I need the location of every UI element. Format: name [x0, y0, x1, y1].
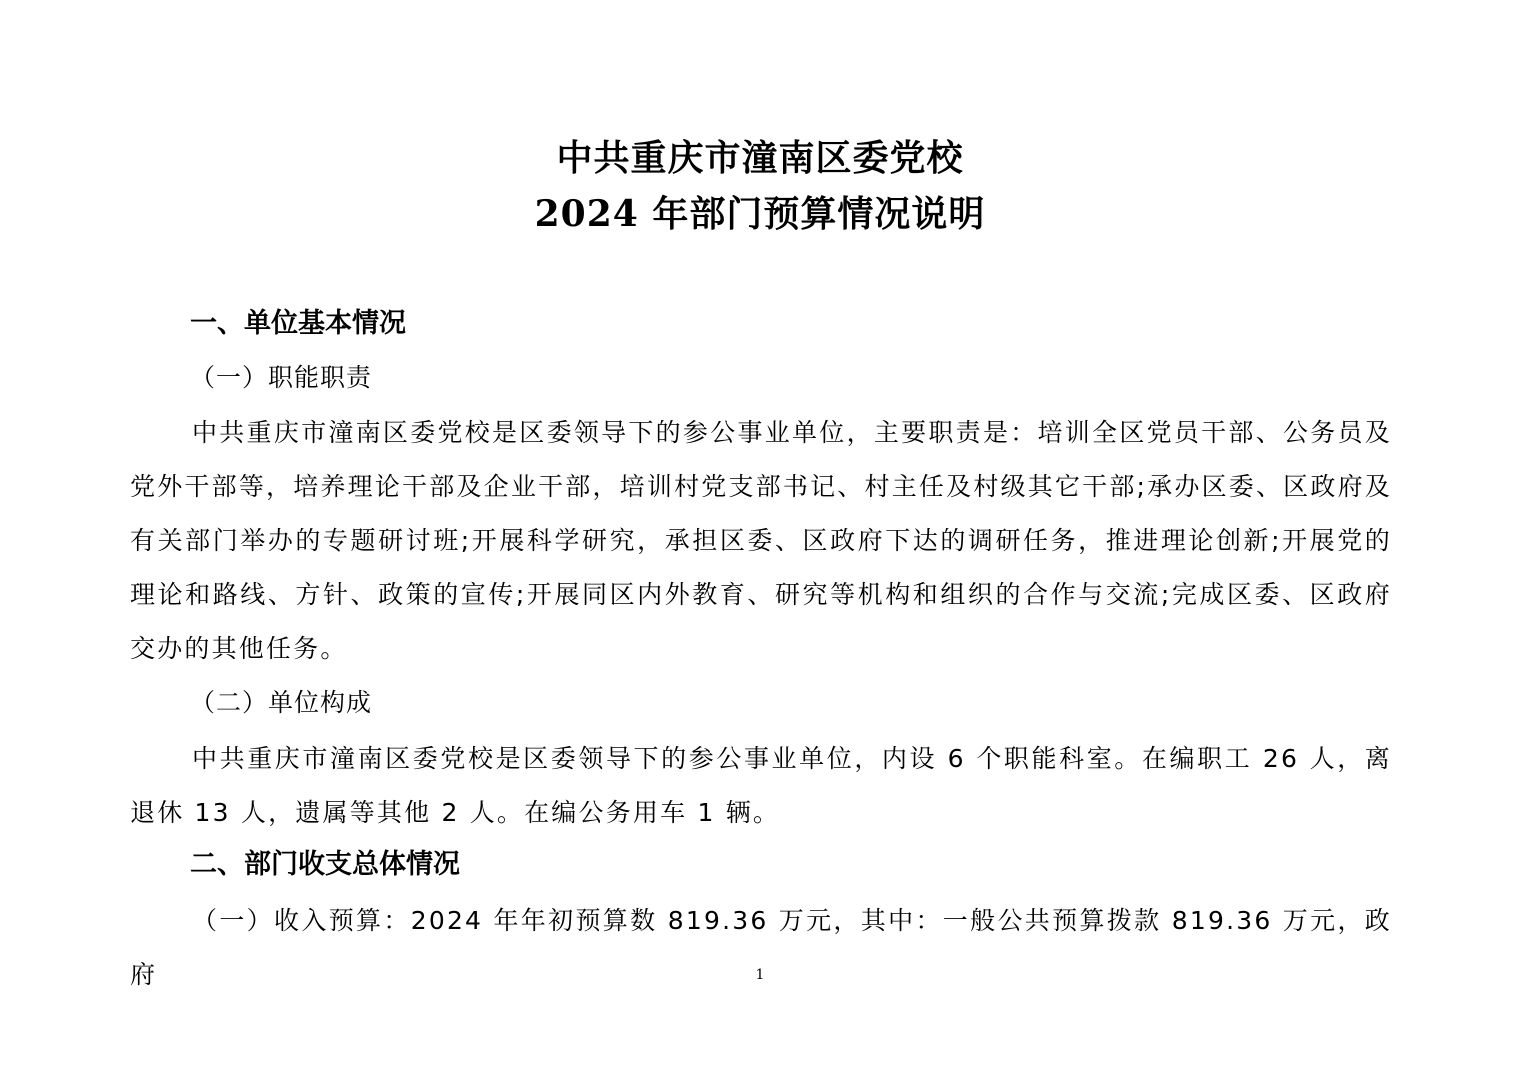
page-number: 1 [755, 967, 765, 983]
document-title-line2: 2024 年部门预算情况说明 [534, 193, 986, 235]
document-title-line1: 中共重庆市潼南区委党校 [556, 137, 964, 179]
section2-sub1-paragraph: （一）收入预算：2024 年年初预算数 819.36 万元，其中：一般公共预算拨款 819.36 万元，政府 [130, 906, 1392, 989]
section1-heading: 一、单位基本情况 [190, 308, 406, 339]
section1-sub1-paragraph: 中共重庆市潼南区委党校是区委领导下的参公事业单位，主要职责是：培训全区党员干部、公务员及党外干部等，培养理论干部及企业干部，培训村党支部书记、村主任及村级其它干部;承办区委、区政府及有关部门举办的专题研讨班;开展科学研究，承担区委、区政府下达的调研任务，推进理论创新;开展党的理论和路线、方针、政策的宣传;开展同区内外教育、研究等机构和组织的合作与交流;完成区委、区政府交办的其他任务。 [130, 418, 1392, 663]
section1-sub1-heading: （一）职能职责 [190, 363, 373, 392]
section1-sub2-paragraph: 中共重庆市潼南区委党校是区委领导下的参公事业单位，内设 6 个职能科室。在编职工 26 人，离退休 13 人，遗属等其他 2 人。在编公务用车 1 辆。 [130, 744, 1392, 827]
section1-sub2-heading: （二）单位构成 [190, 688, 373, 717]
section2-heading: 二、部门收支总体情况 [190, 849, 460, 880]
